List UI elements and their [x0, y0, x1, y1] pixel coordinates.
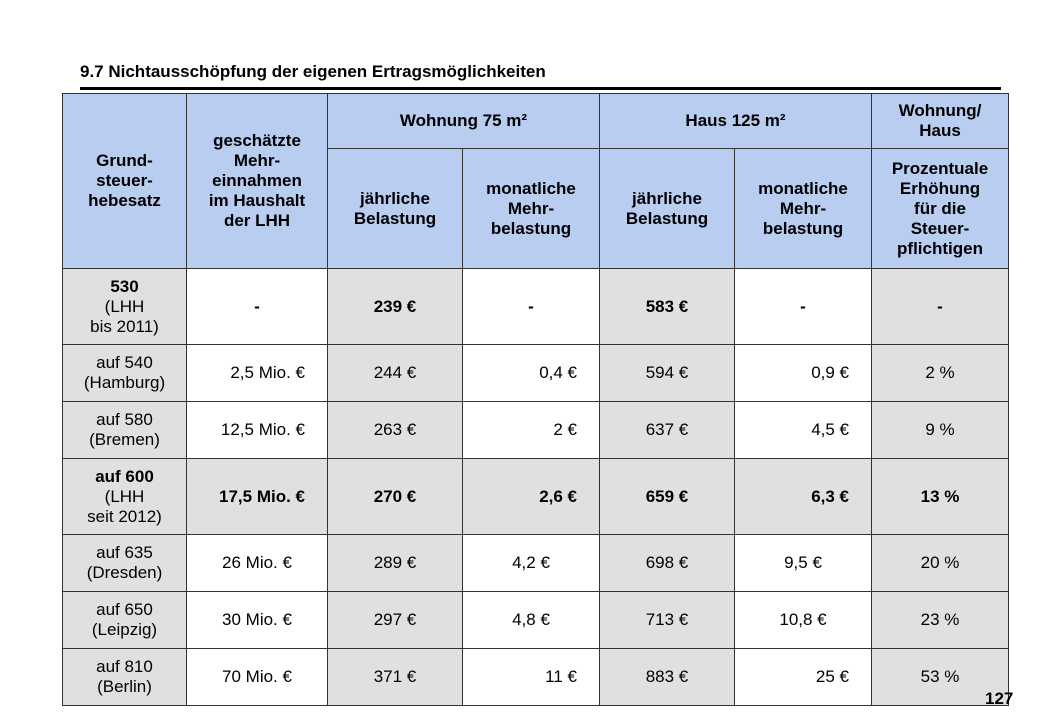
cell-wohnung-monatlich: 11 €	[463, 649, 600, 706]
cell-haus-monatlich: 10,8 €	[735, 592, 872, 649]
table-row	[63, 459, 1009, 535]
cell-wohnung-jaehrlich: 263 €	[328, 402, 463, 459]
cell-haus-monatlich: 0,9 €	[735, 345, 872, 402]
header-group-wohnung-haus: Wohnung/ Haus	[872, 94, 1009, 149]
cell-mehreinnahmen: 26 Mio. €	[187, 535, 328, 592]
cell-wohnung-monatlich: 0,4 €	[463, 345, 600, 402]
header-wohnung-monatlich: monatliche Mehr- belastung	[463, 149, 600, 269]
table-row	[63, 345, 1009, 402]
cell-haus-jaehrlich: 698 €	[600, 535, 735, 592]
cell-wohnung-monatlich: 4,2 €	[463, 535, 600, 592]
cell-prozent: 23 %	[872, 592, 1009, 649]
cell-haus-jaehrlich: 713 €	[600, 592, 735, 649]
hebesatz-table	[62, 93, 1009, 706]
cell-wohnung-jaehrlich: 371 €	[328, 649, 463, 706]
cell-haus-monatlich: 9,5 €	[735, 535, 872, 592]
row-label: auf 580 (Bremen)	[63, 402, 187, 459]
table-row	[63, 592, 1009, 649]
table-row	[63, 402, 1009, 459]
cell-prozent: 13 %	[872, 459, 1009, 535]
cell-wohnung-monatlich: -	[463, 269, 600, 345]
cell-prozent: -	[872, 269, 1009, 345]
title-underline	[80, 87, 1001, 90]
cell-mehreinnahmen: -	[187, 269, 328, 345]
cell-haus-monatlich: 4,5 €	[735, 402, 872, 459]
cell-haus-jaehrlich: 583 €	[600, 269, 735, 345]
cell-mehreinnahmen: 70 Mio. €	[187, 649, 328, 706]
cell-prozent: 9 %	[872, 402, 1009, 459]
header-group-haus: Haus 125 m²	[600, 94, 872, 149]
cell-haus-jaehrlich: 637 €	[600, 402, 735, 459]
row-label: auf 635 (Dresden)	[63, 535, 187, 592]
cell-mehreinnahmen: 30 Mio. €	[187, 592, 328, 649]
cell-prozent: 2 %	[872, 345, 1009, 402]
cell-mehreinnahmen: 17,5 Mio. €	[187, 459, 328, 535]
cell-haus-monatlich: 6,3 €	[735, 459, 872, 535]
cell-prozent: 53 %	[872, 649, 1009, 706]
header-prozent: Prozentuale Erhöhung für die Steuer- pflichtigen	[872, 149, 1009, 269]
cell-haus-monatlich: 25 €	[735, 649, 872, 706]
row-label: auf 540 (Hamburg)	[63, 345, 187, 402]
header-wohnung-jaehrlich: jährliche Belastung	[328, 149, 463, 269]
cell-wohnung-jaehrlich: 244 €	[328, 345, 463, 402]
cell-haus-monatlich: -	[735, 269, 872, 345]
cell-wohnung-jaehrlich: 239 €	[328, 269, 463, 345]
page-title: 9.7 Nichtausschöpfung der eigenen Ertragsmöglichkeiten	[80, 62, 546, 81]
page-number: 127	[985, 689, 1014, 708]
header-haus-jaehrlich: jährliche Belastung	[600, 149, 735, 269]
cell-haus-jaehrlich: 883 €	[600, 649, 735, 706]
cell-prozent: 20 %	[872, 535, 1009, 592]
row-label: auf 810 (Berlin)	[63, 649, 187, 706]
header-group-wohnung: Wohnung 75 m²	[328, 94, 600, 149]
cell-wohnung-monatlich: 2,6 €	[463, 459, 600, 535]
header-hebesatz: Grund- steuer- hebesatz	[63, 94, 187, 269]
header-haus-monatlich: monatliche Mehr- belastung	[735, 149, 872, 269]
row-label: auf 650 (Leipzig)	[63, 592, 187, 649]
cell-wohnung-jaehrlich: 289 €	[328, 535, 463, 592]
cell-haus-jaehrlich: 659 €	[600, 459, 735, 535]
cell-wohnung-monatlich: 2 €	[463, 402, 600, 459]
header-mehreinnahmen: geschätzte Mehr- einnahmen im Haushalt der LHH	[187, 94, 328, 269]
row-label: 530 (LHH bis 2011)	[63, 269, 187, 345]
row-label: auf 600 (LHH seit 2012)	[63, 459, 187, 535]
cell-wohnung-jaehrlich: 297 €	[328, 592, 463, 649]
table-row	[63, 535, 1009, 592]
cell-mehreinnahmen: 12,5 Mio. €	[187, 402, 328, 459]
cell-wohnung-jaehrlich: 270 €	[328, 459, 463, 535]
cell-mehreinnahmen: 2,5 Mio. €	[187, 345, 328, 402]
cell-wohnung-monatlich: 4,8 €	[463, 592, 600, 649]
table-row	[63, 649, 1009, 706]
table-row	[63, 269, 1009, 345]
cell-haus-jaehrlich: 594 €	[600, 345, 735, 402]
